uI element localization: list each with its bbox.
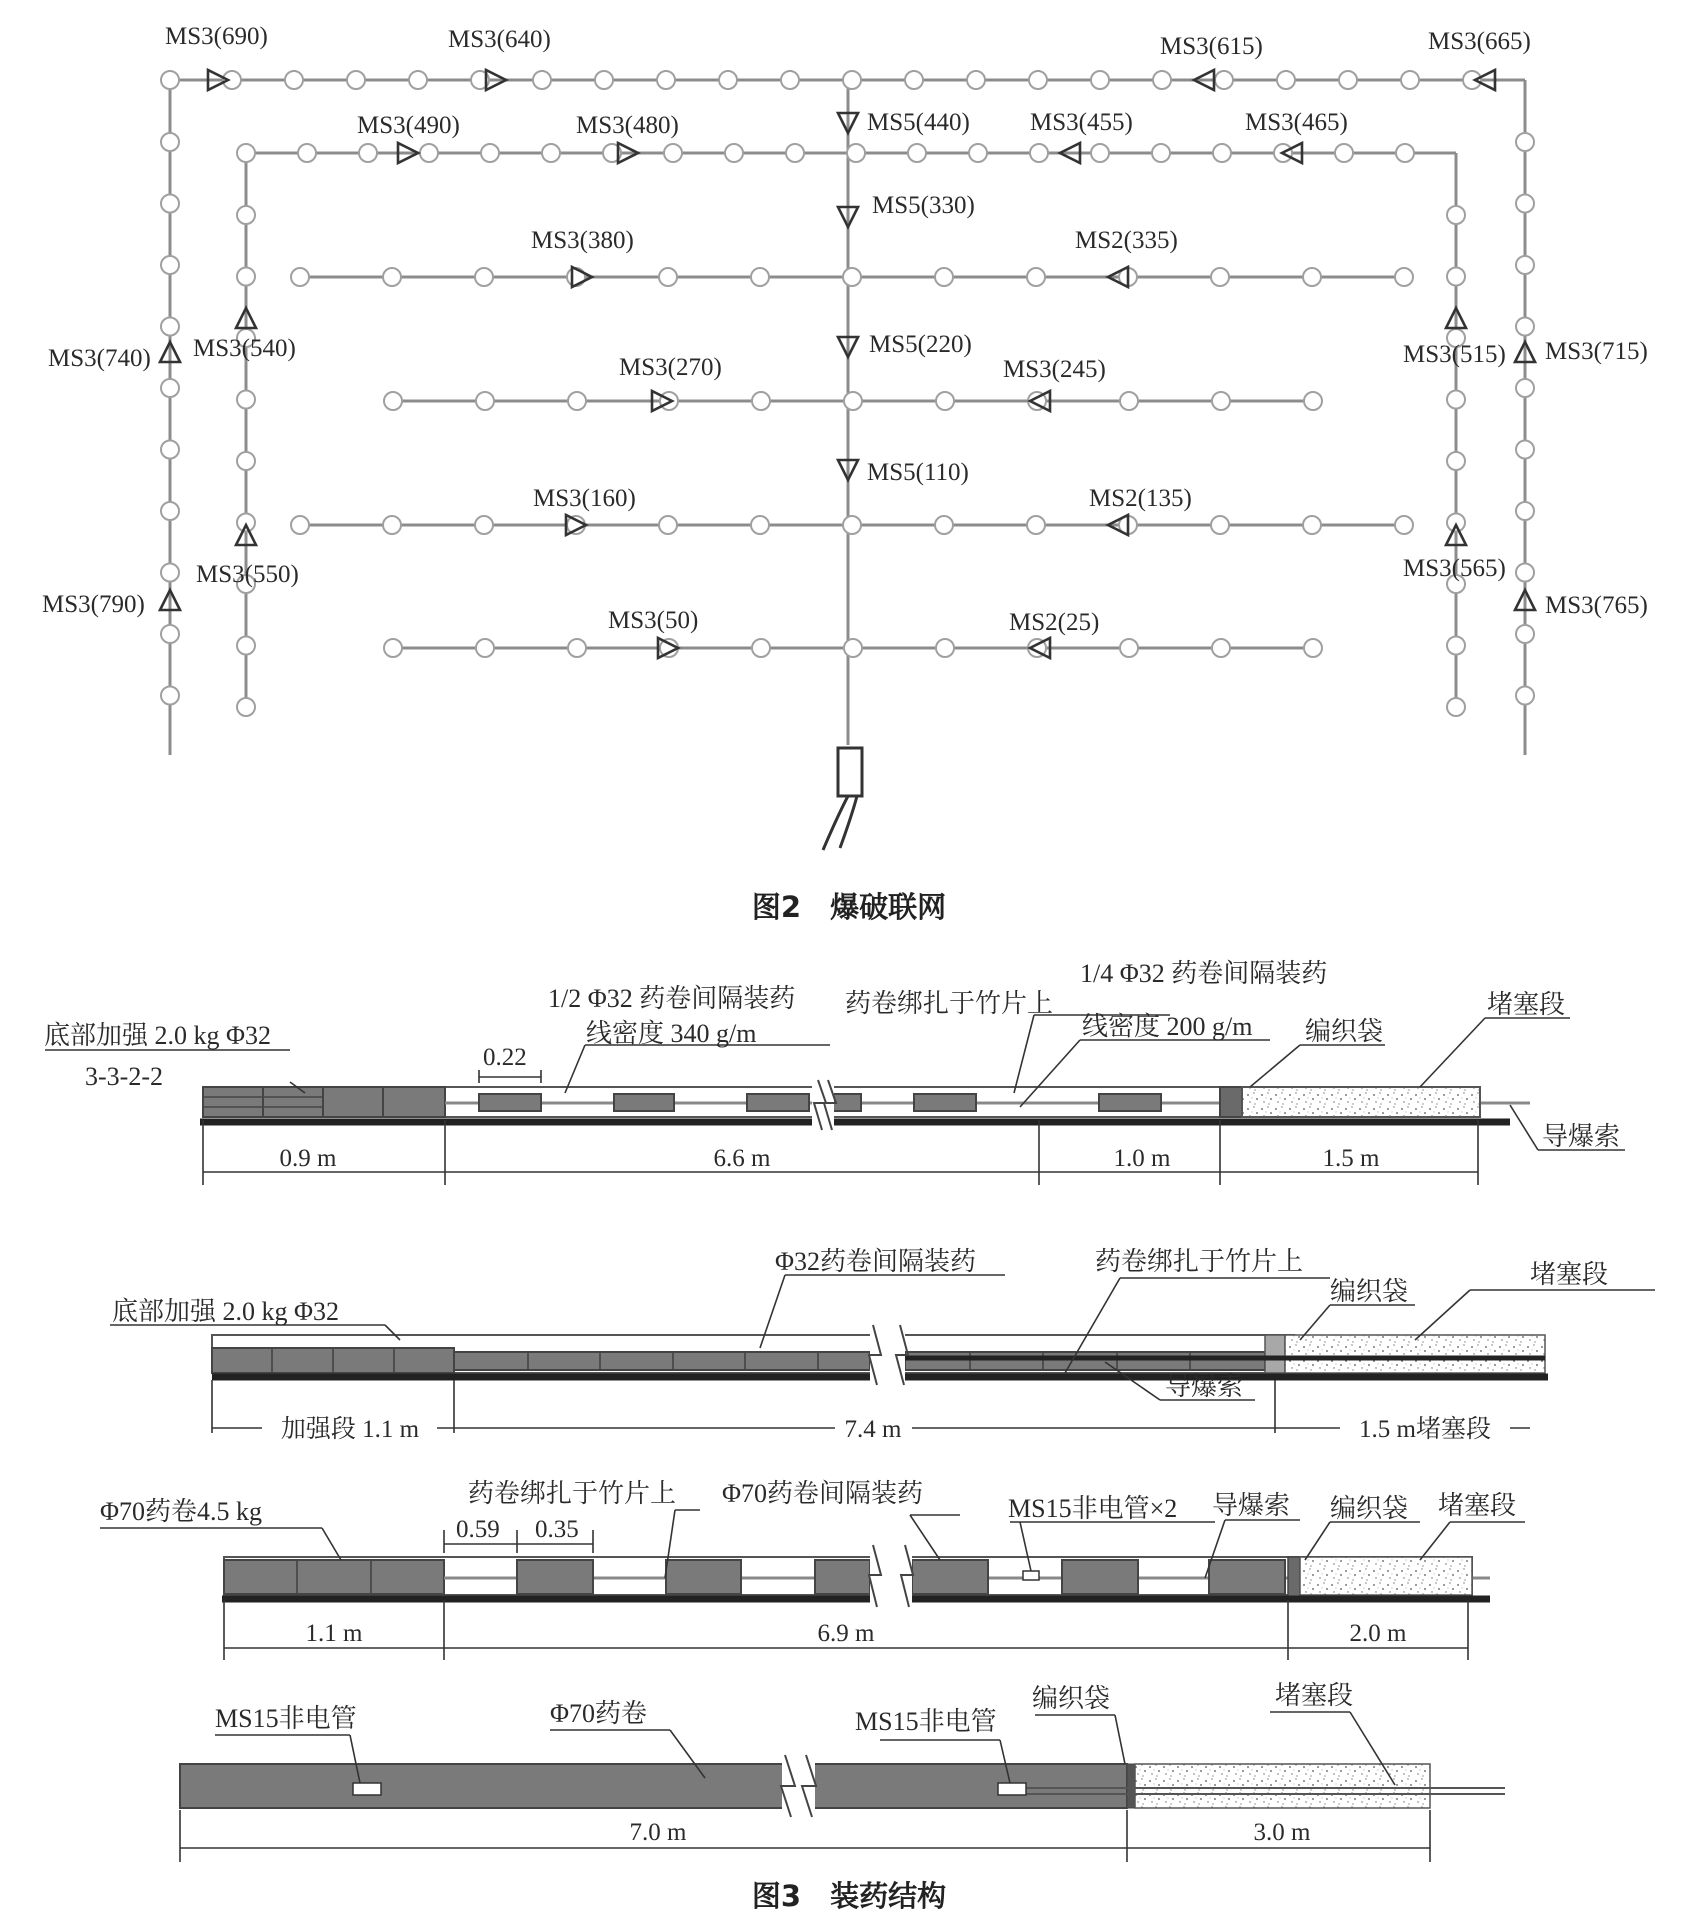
blast-hole [1447, 391, 1465, 409]
blast-hole [1029, 71, 1047, 89]
blast-hole [481, 144, 499, 162]
panel-a [44, 959, 1625, 1185]
delay-label: MS3(690) [165, 23, 268, 50]
blast-hole [936, 392, 954, 410]
dimension: 7.0 m [629, 1819, 687, 1846]
blast-hole [595, 71, 613, 89]
blast-hole [1516, 195, 1534, 213]
blast-hole [1304, 639, 1322, 657]
blast-hole [969, 144, 987, 162]
annotation: 堵塞段 [1530, 1260, 1609, 1289]
delay-label: MS3(245) [1003, 356, 1106, 383]
dimension: 1.5 m [1322, 1145, 1380, 1172]
blast-hole [843, 71, 861, 89]
blast-hole [1447, 698, 1465, 716]
delay-label: MS2(25) [1009, 609, 1100, 636]
blast-hole [161, 256, 179, 274]
delay-label: MS3(665) [1428, 28, 1531, 55]
blast-hole [1516, 502, 1534, 520]
blast-hole [285, 71, 303, 89]
annotation: Φ70药卷间隔装药 [722, 1479, 924, 1508]
blast-hole [719, 71, 737, 89]
blast-hole [725, 144, 743, 162]
annotation: 0.59 [456, 1516, 500, 1543]
panel-b [110, 1247, 1655, 1443]
initiation-point [823, 748, 862, 850]
delay-label: MS3(765) [1545, 592, 1648, 619]
blast-hole [1120, 392, 1138, 410]
blast-hole [935, 516, 953, 534]
blast-hole [664, 144, 682, 162]
delay-label: MS3(550) [196, 561, 299, 588]
annotation: MS15非电管 [855, 1707, 997, 1736]
blast-hole [844, 639, 862, 657]
annotation: 药卷绑扎于竹片上 [1095, 1247, 1304, 1276]
delay-label: MS2(135) [1089, 485, 1192, 512]
blast-hole [161, 133, 179, 151]
blast-hole [533, 71, 551, 89]
blast-hole [568, 639, 586, 657]
delay-label: MS3(740) [48, 345, 151, 372]
blast-hole [1463, 71, 1481, 89]
blast-hole [237, 144, 255, 162]
delay-label: MS5(330) [872, 192, 975, 219]
blast-hole [291, 268, 309, 286]
blast-hole [847, 144, 865, 162]
annotation: 0.35 [535, 1516, 579, 1543]
blast-hole [347, 71, 365, 89]
blast-hole [1213, 144, 1231, 162]
blast-hole [161, 687, 179, 705]
delay-label: MS3(540) [193, 335, 296, 362]
blast-hole [1396, 144, 1414, 162]
blast-hole [1212, 392, 1230, 410]
annotation: 药卷绑扎于竹片上 [845, 989, 1054, 1018]
delay-label: MS5(220) [869, 331, 972, 358]
blast-hole [161, 564, 179, 582]
annotation: 编织袋 [1305, 1017, 1384, 1046]
blast-hole [542, 144, 560, 162]
blast-hole [476, 392, 494, 410]
blast-hole [1395, 516, 1413, 534]
annotation: 底部加强 2.0 kg Φ32 [44, 1021, 272, 1050]
blast-hole [1335, 144, 1353, 162]
blast-hole [1304, 392, 1322, 410]
blast-hole [237, 452, 255, 470]
delay-label: MS2(335) [1075, 227, 1178, 254]
delay-label: MS3(465) [1245, 109, 1348, 136]
blast-hole [659, 516, 677, 534]
delay-label: MS3(565) [1403, 555, 1506, 582]
blast-hole [1211, 516, 1229, 534]
delay-label: MS3(790) [42, 591, 145, 618]
blast-hole [237, 637, 255, 655]
blast-hole [1303, 516, 1321, 534]
blast-hole [383, 516, 401, 534]
blast-hole [161, 195, 179, 213]
annotation: 0.22 [483, 1044, 527, 1071]
annotation: 线密度 200 g/m [1082, 1012, 1253, 1041]
blast-hole [1152, 144, 1170, 162]
blast-hole [786, 144, 804, 162]
panel-c [100, 1479, 1525, 1660]
blast-hole [161, 318, 179, 336]
blast-hole [1027, 268, 1045, 286]
dimension: 1.5 m堵塞段 [1359, 1416, 1491, 1443]
blast-hole [935, 268, 953, 286]
blast-hole [844, 392, 862, 410]
delay-label: MS3(50) [608, 607, 699, 634]
annotation: 3-3-2-2 [85, 1062, 163, 1091]
blast-hole [384, 639, 402, 657]
blast-hole [1447, 637, 1465, 655]
blast-hole [751, 516, 769, 534]
annotation: 编织袋 [1330, 1277, 1409, 1306]
blast-hole [1212, 639, 1230, 657]
blast-hole [475, 268, 493, 286]
blast-hole [1153, 71, 1171, 89]
delay-label: MS3(480) [576, 112, 679, 139]
dimension: 7.4 m [844, 1416, 902, 1443]
blast-hole [657, 71, 675, 89]
blast-hole [843, 268, 861, 286]
delay-label: MS3(270) [619, 354, 722, 381]
annotation: 导爆索 [1165, 1372, 1244, 1401]
blast-hole [409, 71, 427, 89]
dimension: 1.1 m [305, 1620, 363, 1647]
delay-label: MS5(440) [867, 109, 970, 136]
blast-hole [383, 268, 401, 286]
blast-hole [1030, 144, 1048, 162]
blast-hole [384, 392, 402, 410]
delay-label: MS3(515) [1403, 341, 1506, 368]
blast-hole [1516, 687, 1534, 705]
delay-label: MS3(455) [1030, 109, 1133, 136]
blast-hole [751, 268, 769, 286]
dimension: 3.0 m [1253, 1819, 1311, 1846]
blast-hole [1120, 639, 1138, 657]
blast-hole [161, 502, 179, 520]
blast-hole [967, 71, 985, 89]
annotation: 药卷绑扎于竹片上 [468, 1479, 677, 1508]
dimension: 2.0 m [1349, 1620, 1407, 1647]
annotation: 1/4 Φ32 药卷间隔装药 [1080, 959, 1328, 988]
delay-labels [42, 23, 1648, 636]
blast-hole [1447, 206, 1465, 224]
delay-label: MS3(490) [357, 112, 460, 139]
blast-hole [660, 392, 678, 410]
blast-hole [905, 71, 923, 89]
annotation: 线密度 340 g/m [586, 1019, 757, 1048]
blast-hole [936, 639, 954, 657]
blast-hole [291, 516, 309, 534]
dimension: 0.9 m [279, 1145, 337, 1172]
blast-hole [1215, 71, 1233, 89]
blast-hole [359, 144, 377, 162]
annotation: Φ70药卷4.5 kg [100, 1497, 263, 1526]
blast-hole [298, 144, 316, 162]
blast-hole [1516, 318, 1534, 336]
blast-hole [237, 698, 255, 716]
annotation: Φ70药卷 [550, 1699, 648, 1728]
blast-hole [1516, 256, 1534, 274]
blast-hole [568, 392, 586, 410]
panel-d [180, 1681, 1505, 1862]
blast-hole [659, 268, 677, 286]
blast-hole [752, 639, 770, 657]
blast-hole [1516, 625, 1534, 643]
blast-hole [476, 639, 494, 657]
blast-hole [1277, 71, 1295, 89]
annotation: 导爆索 [1542, 1122, 1621, 1151]
dimension: 加强段 1.1 m [280, 1416, 420, 1443]
annotation: Φ32药卷间隔装药 [775, 1247, 977, 1276]
blast-hole [1516, 379, 1534, 397]
blast-hole [1395, 268, 1413, 286]
annotation: 底部加强 2.0 kg Φ32 [112, 1297, 340, 1326]
blast-hole [1027, 516, 1045, 534]
figure2-caption: 图2 爆破联网 [751, 890, 947, 924]
blast-hole [1401, 71, 1419, 89]
blast-hole [908, 144, 926, 162]
blast-hole [237, 268, 255, 286]
annotation: 堵塞段 [1275, 1681, 1354, 1710]
figure3-caption: 图3 装药结构 [751, 1879, 947, 1913]
blast-hole [420, 144, 438, 162]
blast-hole [752, 392, 770, 410]
blast-hole [237, 206, 255, 224]
blast-hole [1447, 452, 1465, 470]
blast-hole [843, 516, 861, 534]
blast-hole [237, 391, 255, 409]
blast-hole [1211, 268, 1229, 286]
blast-hole [1339, 71, 1357, 89]
delay-label: MS3(160) [533, 485, 636, 512]
blast-hole [1091, 144, 1109, 162]
dimension: 6.9 m [817, 1620, 875, 1647]
delay-label: MS3(640) [448, 26, 551, 53]
blast-hole [161, 71, 179, 89]
annotation: MS15非电管 [215, 1704, 357, 1733]
delay-label: MS3(615) [1160, 33, 1263, 60]
delay-label: MS3(715) [1545, 338, 1648, 365]
blast-hole [161, 625, 179, 643]
blast-hole [475, 516, 493, 534]
delay-label: MS5(110) [867, 459, 969, 486]
annotation: 1/2 Φ32 药卷间隔装药 [548, 984, 796, 1013]
blast-hole [161, 441, 179, 459]
blast-hole [161, 379, 179, 397]
blast-hole [1303, 268, 1321, 286]
blast-hole [1516, 441, 1534, 459]
blast-hole [1516, 564, 1534, 582]
blast-hole [1447, 268, 1465, 286]
annotation: 堵塞段 [1438, 1491, 1517, 1520]
dimension: 6.6 m [713, 1145, 771, 1172]
blast-hole [1516, 133, 1534, 151]
dimension: 1.0 m [1113, 1145, 1171, 1172]
annotation: MS15非电管×2 [1008, 1494, 1178, 1523]
blast-hole [781, 71, 799, 89]
annotation: 导爆索 [1212, 1491, 1291, 1520]
delay-label: MS3(380) [531, 227, 634, 254]
annotation: 编织袋 [1330, 1494, 1409, 1523]
annotation: 堵塞段 [1487, 990, 1566, 1019]
annotation: 编织袋 [1032, 1684, 1111, 1713]
blast-hole [1091, 71, 1109, 89]
